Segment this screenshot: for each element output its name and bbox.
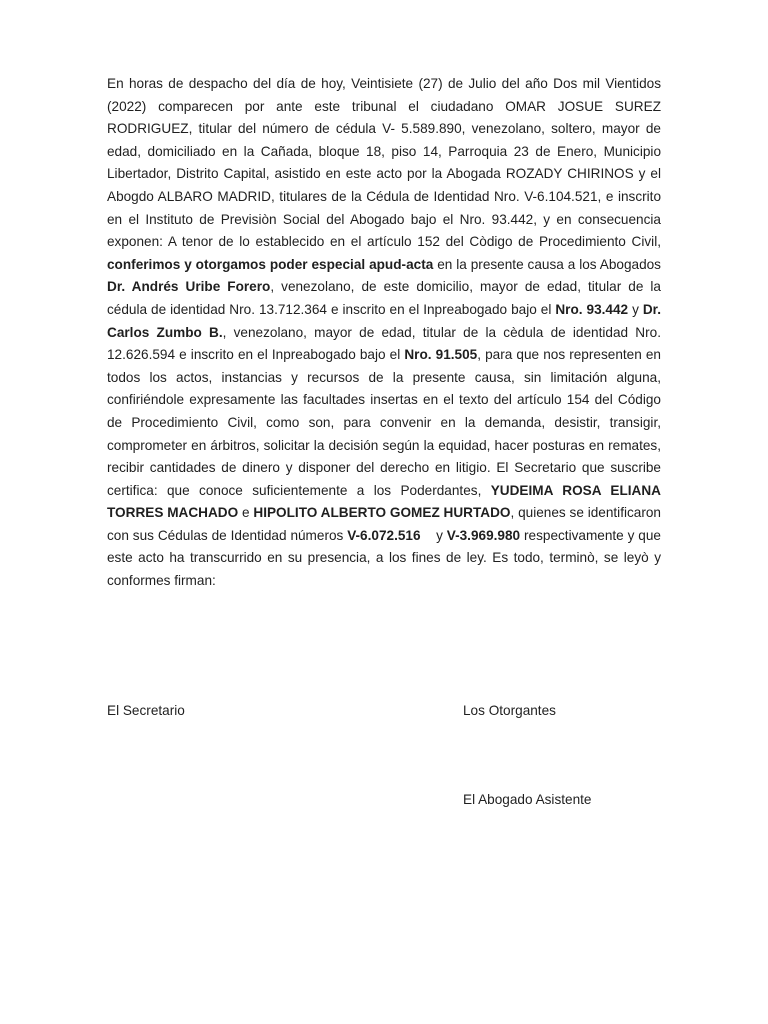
bold-segment: conferimos y otorgamos poder especial apud-acta — [107, 256, 434, 272]
body-segment: e — [238, 505, 254, 521]
bold-segment: V-6.072.516 — [347, 527, 421, 543]
bold-segment: Dr. Carlos Zumbo B. — [107, 301, 661, 340]
body-segment: y — [628, 301, 643, 317]
body-segment: En horas de despacho del día de hoy, Veintisiete (27) de Julio del año Dos mil Vientidos (2022) comparecen por ante este tribunal el ciudadano OMAR JOSUE SUREZ RODRIGUEZ, titular del número de cédula V- 5.589.890, venezolano, soltero, mayor de edad, domiciliado en la Cañada, bloque 18, piso 14, Parroquia 23 de Enero, Municipio Libertador, Distrito Capital, asistido en este acto por la Abogada ROZADY CHIRINOS y el Abogdo ALBARO MADRID, titulares de la Cédula de Identidad Nro. V-6.104.521, e inscrito en el Instituto de Previsiòn Social del Abogado bajo el Nro. 93.442, y en consecuencia exponen: A tenor de lo establecido en el artículo 152 del Còdigo de Procedimiento Civil, — [107, 76, 661, 250]
bold-segment: HIPOLITO ALBERTO GOMEZ HURTADO — [253, 505, 511, 521]
bold-segment: V-3.969.980 — [446, 527, 521, 543]
bold-segment: Nro. 91.505 — [404, 347, 478, 363]
body-segment: , venezolano, mayor de edad, titular de la cèdula de identidad Nro. 12.626.594 e inscrito en el Inpreabogado bajo el — [107, 324, 661, 363]
signature-abogado-asistente: El Abogado Asistente — [463, 792, 592, 807]
body-segment: , venezolano, de este domicilio, mayor de edad, titular de la cédula de identidad Nro. 13.712.364 e inscrito en el Inpreabogado bajo el — [107, 279, 661, 317]
bold-segment: YUDEIMA ROSA ELIANA TORRES MACHADO — [107, 482, 662, 521]
document-body — [107, 73, 661, 593]
bold-segment: Nro. 93.442 — [555, 301, 629, 317]
body-segment: respectivamente y que este acto ha transcurrido en su presencia, a los fines de ley. Es todo, terminò, se leyò y conformes firman: — [107, 527, 661, 589]
signature-otorgantes: Los Otorgantes — [463, 703, 556, 718]
body-segment: , quienes se identificaron con sus Cédulas de Identidad números — [107, 505, 661, 543]
body-segment: en la presente causa a los Abogados — [433, 256, 661, 272]
signature-secretario: El Secretario — [107, 703, 185, 718]
body-segment: y — [420, 527, 447, 543]
body-segment: , para que nos representen en todos los actos, instancias y recursos de la presente causa, sin limitación alguna, confiriéndole expresamente las facultades insertas en el texto del artículo 154 del Código de Procedimiento Civil, como son, para convenir en la demanda, desistir, transigir, comprometer en árbitros, solicitar la decisión según la equidad, hacer posturas en remates, recibir cantidades de dinero y disponer del derecho en litigio. El Secretario que suscribe certifica: que conoce suficientemente a los Poderdantes, — [107, 347, 661, 498]
bold-segment: Dr. Andrés Uribe Forero — [107, 279, 271, 295]
